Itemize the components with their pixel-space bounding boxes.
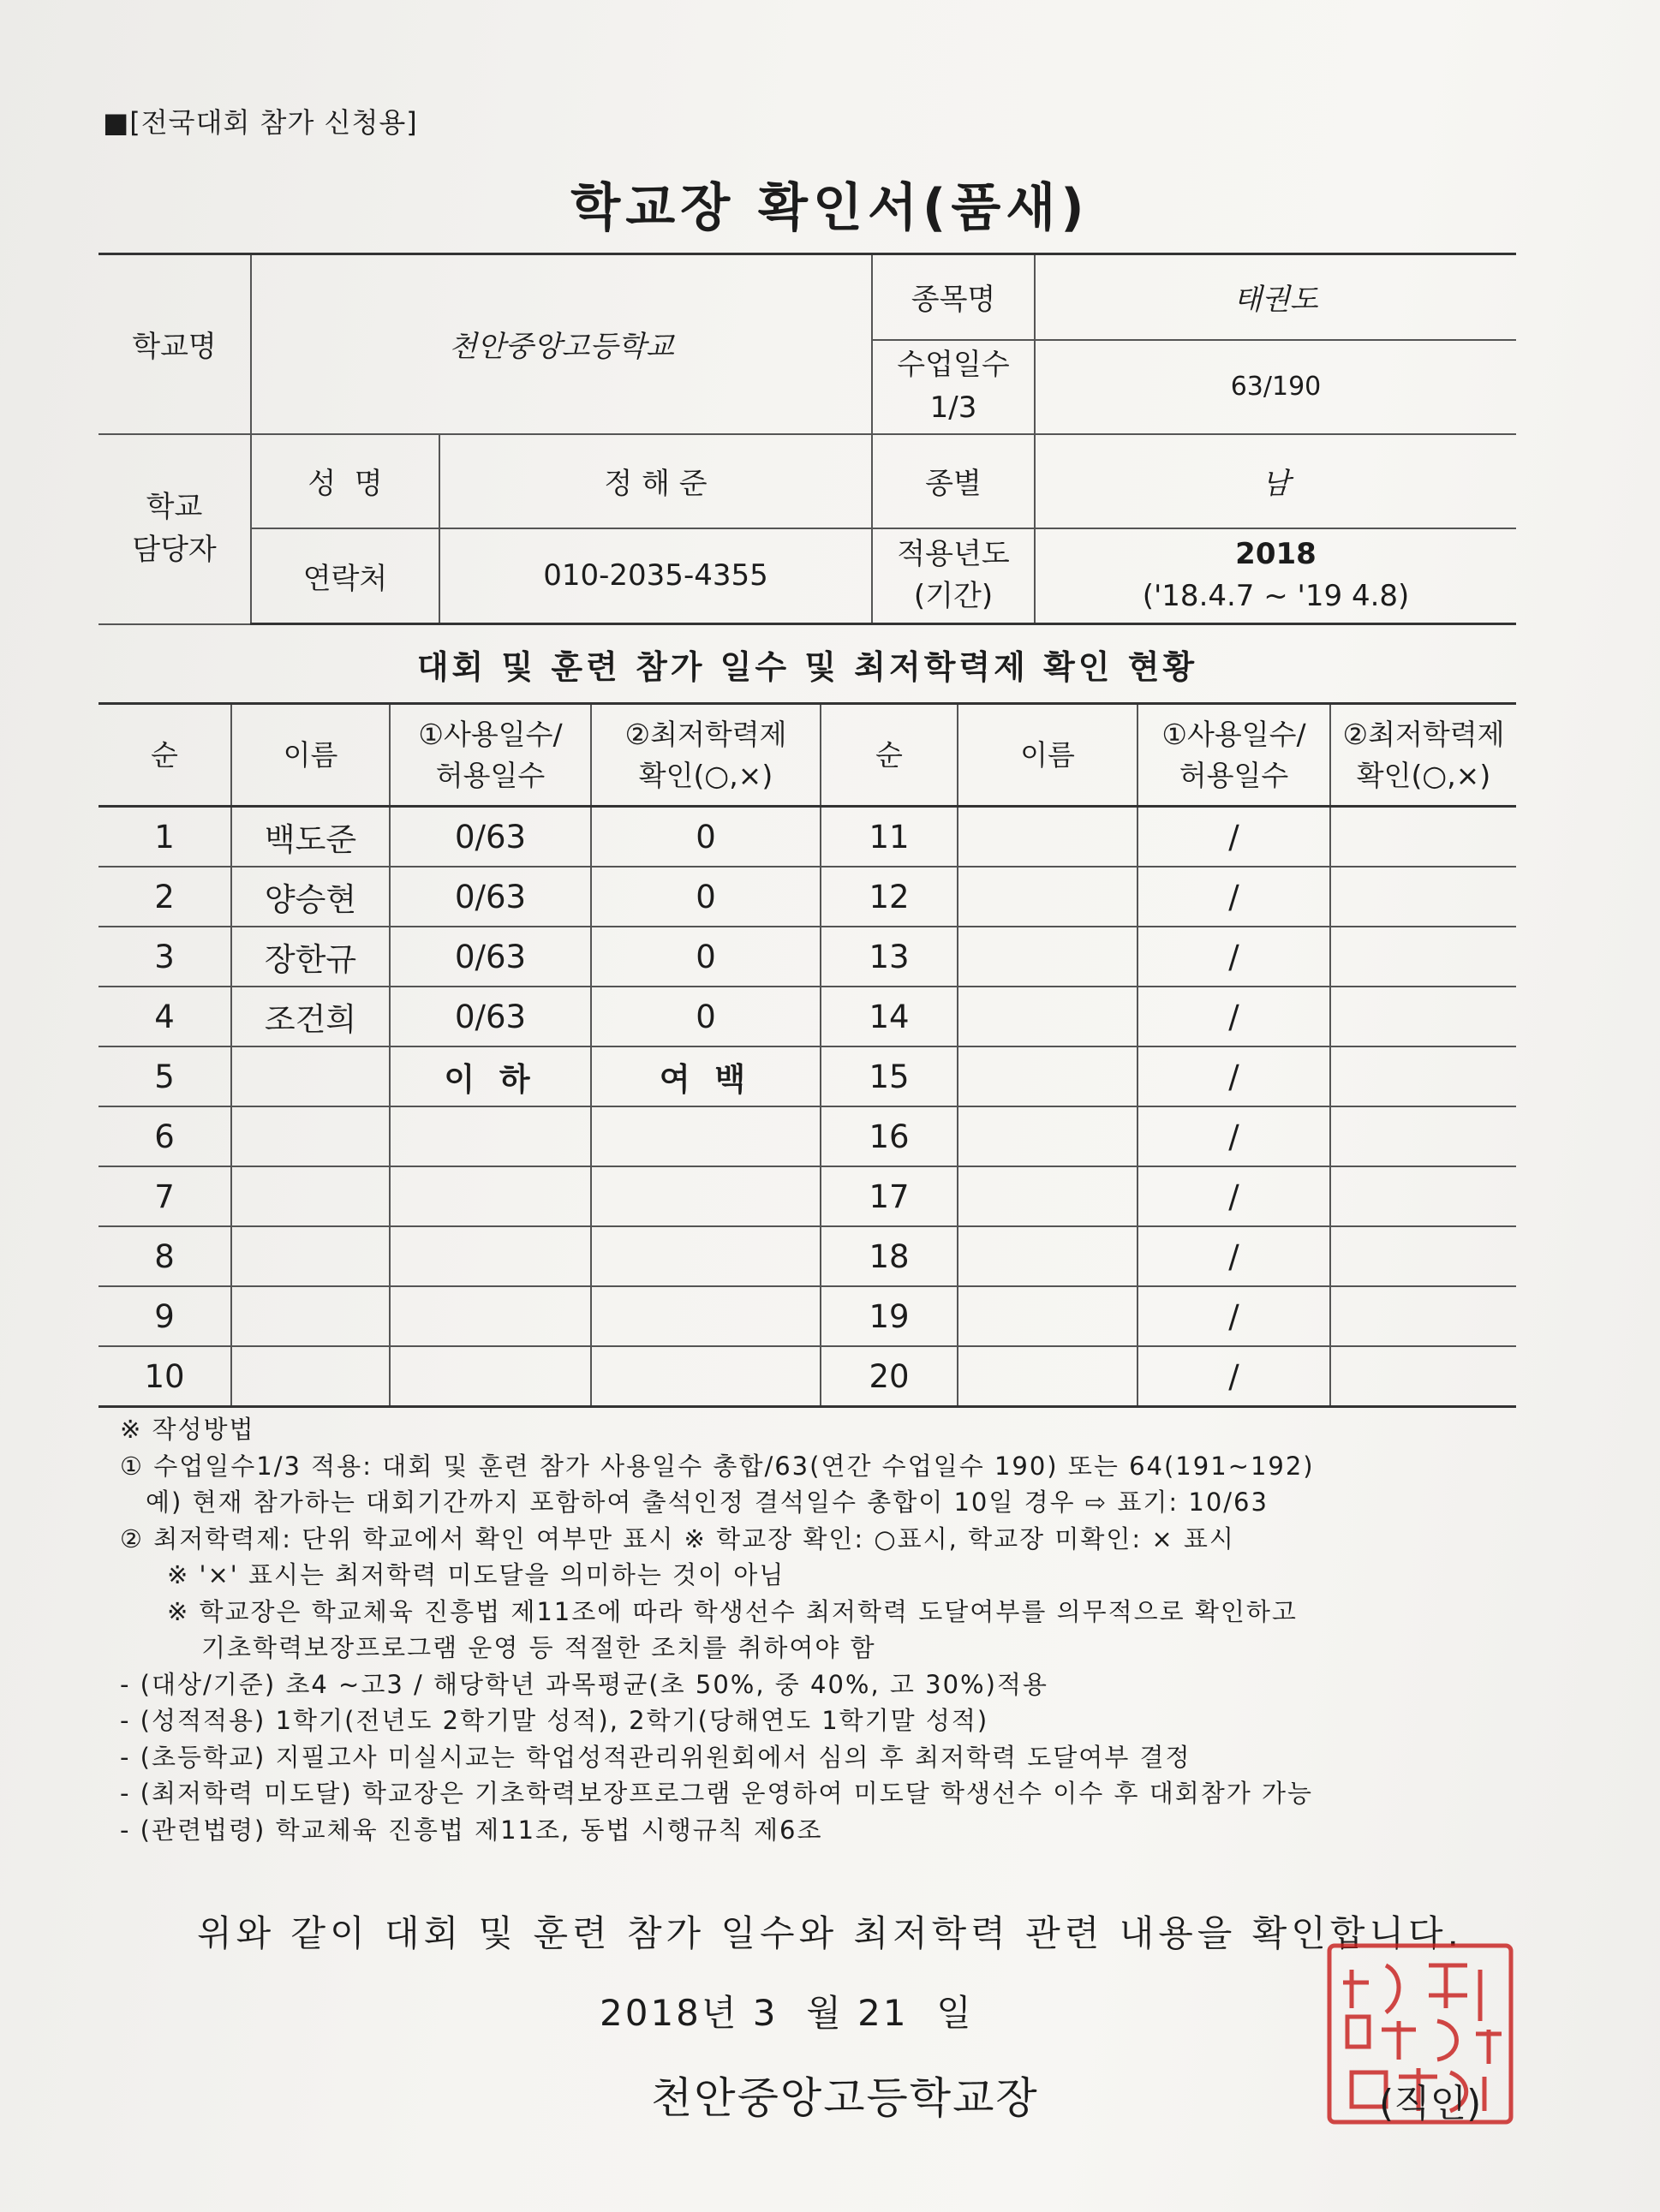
min-academic-check — [1330, 987, 1516, 1046]
confirmation-text: 위와 같이 대회 및 훈련 참가 일수와 최저학력 관련 내용을 확인합니다. — [197, 1912, 1463, 1954]
days-used: / — [1138, 1106, 1330, 1166]
min-academic-check: 0 — [591, 807, 821, 868]
year-value-cell — [1035, 528, 1516, 624]
min-academic-check — [591, 1166, 821, 1226]
days-used — [390, 1106, 591, 1166]
athlete-name — [231, 1046, 390, 1106]
min-academic-check — [1330, 1046, 1516, 1106]
school-name-label: 학교명 — [99, 254, 251, 434]
participation-table — [99, 702, 1516, 1408]
row-number: 3 — [99, 927, 231, 987]
row-number: 5 — [99, 1046, 231, 1106]
athlete-name — [231, 1166, 390, 1226]
athlete-name — [958, 987, 1138, 1046]
col-check-right-1: ②최저학력제 — [1342, 717, 1505, 751]
row-number: 11 — [821, 807, 958, 868]
class-days-value: 63/190 — [1035, 340, 1516, 434]
days-used: 0/63 — [390, 987, 591, 1046]
col-used-left — [390, 704, 591, 807]
col-no-right: 순 — [821, 704, 958, 807]
document-title: 학교장 확인서(품새) — [570, 178, 1090, 238]
staff-label-1: 학교 — [146, 490, 203, 525]
athlete-name — [231, 1346, 390, 1407]
athlete-name — [958, 807, 1138, 868]
days-used: 이 하 — [390, 1046, 591, 1106]
table-row — [99, 1046, 1516, 1106]
table-row — [99, 987, 1516, 1046]
min-academic-check: 여 백 — [591, 1046, 821, 1106]
athlete-name: 장한규 — [231, 927, 390, 987]
athlete-name — [958, 1106, 1138, 1166]
class-days-label-1: 수업일수 — [897, 348, 1010, 383]
min-academic-check — [1330, 867, 1516, 927]
col-name-left: 이름 — [231, 704, 390, 807]
instructions — [120, 1411, 1542, 1848]
row-number: 6 — [99, 1106, 231, 1166]
row-number: 19 — [821, 1286, 958, 1346]
col-used-left-1: ①사용일수/ — [418, 717, 563, 751]
staff-label — [99, 434, 251, 624]
col-check-left-2: 확인(○,×) — [638, 758, 773, 792]
table-row — [99, 927, 1516, 987]
days-used: / — [1138, 927, 1330, 987]
col-check-left — [591, 704, 821, 807]
gender-label: 종별 — [872, 434, 1035, 528]
days-used: / — [1138, 1286, 1330, 1346]
min-academic-check — [1330, 1286, 1516, 1346]
athlete-name — [231, 1286, 390, 1346]
class-days-label — [872, 340, 1035, 434]
days-used: / — [1138, 807, 1330, 868]
year-label-2: (기간) — [913, 579, 994, 614]
athlete-name — [958, 1046, 1138, 1106]
days-used: 0/63 — [390, 867, 591, 927]
min-academic-check: 0 — [591, 867, 821, 927]
min-academic-check — [591, 1346, 821, 1407]
athlete-name: 백도준 — [231, 807, 390, 868]
table-row — [99, 1286, 1516, 1346]
note-line: - (관련법령) 학교체육 진흥법 제11조, 동법 시행규칙 제6조 — [120, 1815, 823, 1845]
row-number: 12 — [821, 867, 958, 927]
days-used — [390, 1166, 591, 1226]
staff-name-value: 정 해 준 — [439, 434, 872, 528]
row-number: 4 — [99, 987, 231, 1046]
days-used — [390, 1346, 591, 1407]
table-row — [99, 1346, 1516, 1407]
row-number: 13 — [821, 927, 958, 987]
table-row — [99, 867, 1516, 927]
school-name-value: 천안중앙고등학교 — [251, 254, 872, 434]
note-line: ※ 작성방법 — [120, 1415, 255, 1444]
athlete-name: 양승현 — [231, 867, 390, 927]
min-academic-check: 0 — [591, 927, 821, 987]
min-academic-check — [1330, 1166, 1516, 1226]
note-line: ※ 학교장은 학교체육 진흥법 제11조에 따라 학생선수 최저학력 도달여부를 의무적으로 확인하고 — [167, 1596, 1298, 1626]
year-value: 2018 — [1235, 536, 1317, 571]
note-line: ② 최저학력제: 단위 학교에서 확인 여부만 표시 ※ 학교장 확인: ○표시, 학교장 미확인: × 표시 — [120, 1523, 1235, 1553]
days-used: 0/63 — [390, 807, 591, 868]
min-academic-check — [591, 1286, 821, 1346]
col-used-left-2: 허용일수 — [435, 758, 546, 792]
athlete-name — [958, 927, 1138, 987]
col-check-right-2: 확인(○,×) — [1356, 758, 1491, 792]
class-days-label-2: 1/3 — [929, 390, 977, 425]
year-period: ('18.4.7 ~ '19 4.8) — [1142, 579, 1410, 614]
days-used — [390, 1226, 591, 1286]
row-number: 14 — [821, 987, 958, 1046]
days-used: / — [1138, 867, 1330, 927]
contact-label: 연락처 — [251, 528, 439, 624]
min-academic-check — [1330, 1346, 1516, 1407]
staff-name-label: 성 명 — [251, 434, 439, 528]
days-used — [390, 1286, 591, 1346]
row-number: 18 — [821, 1226, 958, 1286]
row-number: 7 — [99, 1166, 231, 1226]
min-academic-check — [1330, 1106, 1516, 1166]
row-number: 20 — [821, 1346, 958, 1407]
issue-date: 2018년 3 월 21 일 — [600, 1992, 974, 2034]
days-used: / — [1138, 987, 1330, 1046]
school-info-table — [99, 253, 1516, 625]
row-number: 17 — [821, 1166, 958, 1226]
event-label: 종목명 — [872, 254, 1035, 340]
principal-name: 천안중앙고등학교장 — [651, 2073, 1039, 2123]
table-row — [99, 1166, 1516, 1226]
form-tag: ■[전국대회 참가 신청용] — [103, 106, 418, 139]
table-row — [99, 807, 1516, 868]
status-title: 대회 및 훈련 참가 일수 및 최저학력제 확인 현황 — [416, 648, 1198, 686]
days-used: / — [1138, 1346, 1330, 1407]
gender-value: 남 — [1035, 434, 1516, 528]
col-check-left-1: ②최저학력제 — [624, 717, 787, 751]
row-number: 10 — [99, 1346, 231, 1407]
col-used-right-1: ①사용일수/ — [1161, 717, 1306, 751]
note-line: ① 수업일수1/3 적용: 대회 및 훈련 참가 사용일수 총합/63(연간 수업일수 190) 또는 64(191~192) — [120, 1451, 1315, 1481]
col-no-left: 순 — [99, 704, 231, 807]
row-number: 8 — [99, 1226, 231, 1286]
min-academic-check — [591, 1106, 821, 1166]
min-academic-check — [1330, 807, 1516, 868]
athlete-name — [958, 867, 1138, 927]
note-line: 예) 현재 참가하는 대회기간까지 포함하여 출석인정 결석일수 총합이 10일 경우 ⇨ 표기: 10/63 — [146, 1488, 1269, 1517]
athlete-name — [231, 1226, 390, 1286]
days-used: / — [1138, 1046, 1330, 1106]
seal-label: (직인) — [1379, 2082, 1482, 2126]
days-used: 0/63 — [390, 927, 591, 987]
row-number: 9 — [99, 1286, 231, 1346]
athlete-name — [958, 1286, 1138, 1346]
note-line: - (성적적용) 1학기(전년도 2학기말 성적), 2학기(당해연도 1학기말 성적) — [120, 1706, 989, 1735]
col-name-right: 이름 — [958, 704, 1138, 807]
athlete-name — [958, 1166, 1138, 1226]
row-number: 15 — [821, 1046, 958, 1106]
row-number: 16 — [821, 1106, 958, 1166]
note-line: - (초등학교) 지필고사 미실시교는 학업성적관리위원회에서 심의 후 최저학력 도달여부 결정 — [120, 1742, 1191, 1772]
note-line: 기초학력보장프로그램 운영 등 적절한 조치를 취하여야 함 — [201, 1633, 876, 1662]
col-used-right — [1138, 704, 1330, 807]
col-used-right-2: 허용일수 — [1179, 758, 1289, 792]
table-row — [99, 1106, 1516, 1166]
days-used: / — [1138, 1166, 1330, 1226]
note-line: - (최저학력 미도달) 학교장은 기초학력보장프로그램 운영하여 미도달 학생선수 이수 후 대회참가 가능 — [120, 1779, 1314, 1808]
min-academic-check — [591, 1226, 821, 1286]
athlete-name — [231, 1106, 390, 1166]
note-line: ※ '×' 표시는 최저학력 미도달을 의미하는 것이 아님 — [167, 1560, 785, 1589]
min-academic-check — [1330, 927, 1516, 987]
col-check-right — [1330, 704, 1516, 807]
min-academic-check — [1330, 1226, 1516, 1286]
athlete-name: 조건희 — [231, 987, 390, 1046]
contact-value: 010-2035-4355 — [439, 528, 872, 624]
year-label — [872, 528, 1035, 624]
athlete-name — [958, 1346, 1138, 1407]
row-number: 2 — [99, 867, 231, 927]
row-number: 1 — [99, 807, 231, 868]
year-label-1: 적용년도 — [897, 536, 1010, 571]
note-line: - (대상/기준) 초4 ~고3 / 해당학년 과목평균(초 50%, 중 40%, 고 30%)적용 — [120, 1669, 1048, 1699]
staff-label-2: 담당자 — [132, 532, 217, 567]
athlete-name — [958, 1226, 1138, 1286]
min-academic-check: 0 — [591, 987, 821, 1046]
days-used: / — [1138, 1226, 1330, 1286]
table-row — [99, 1226, 1516, 1286]
event-value: 태권도 — [1035, 254, 1516, 340]
